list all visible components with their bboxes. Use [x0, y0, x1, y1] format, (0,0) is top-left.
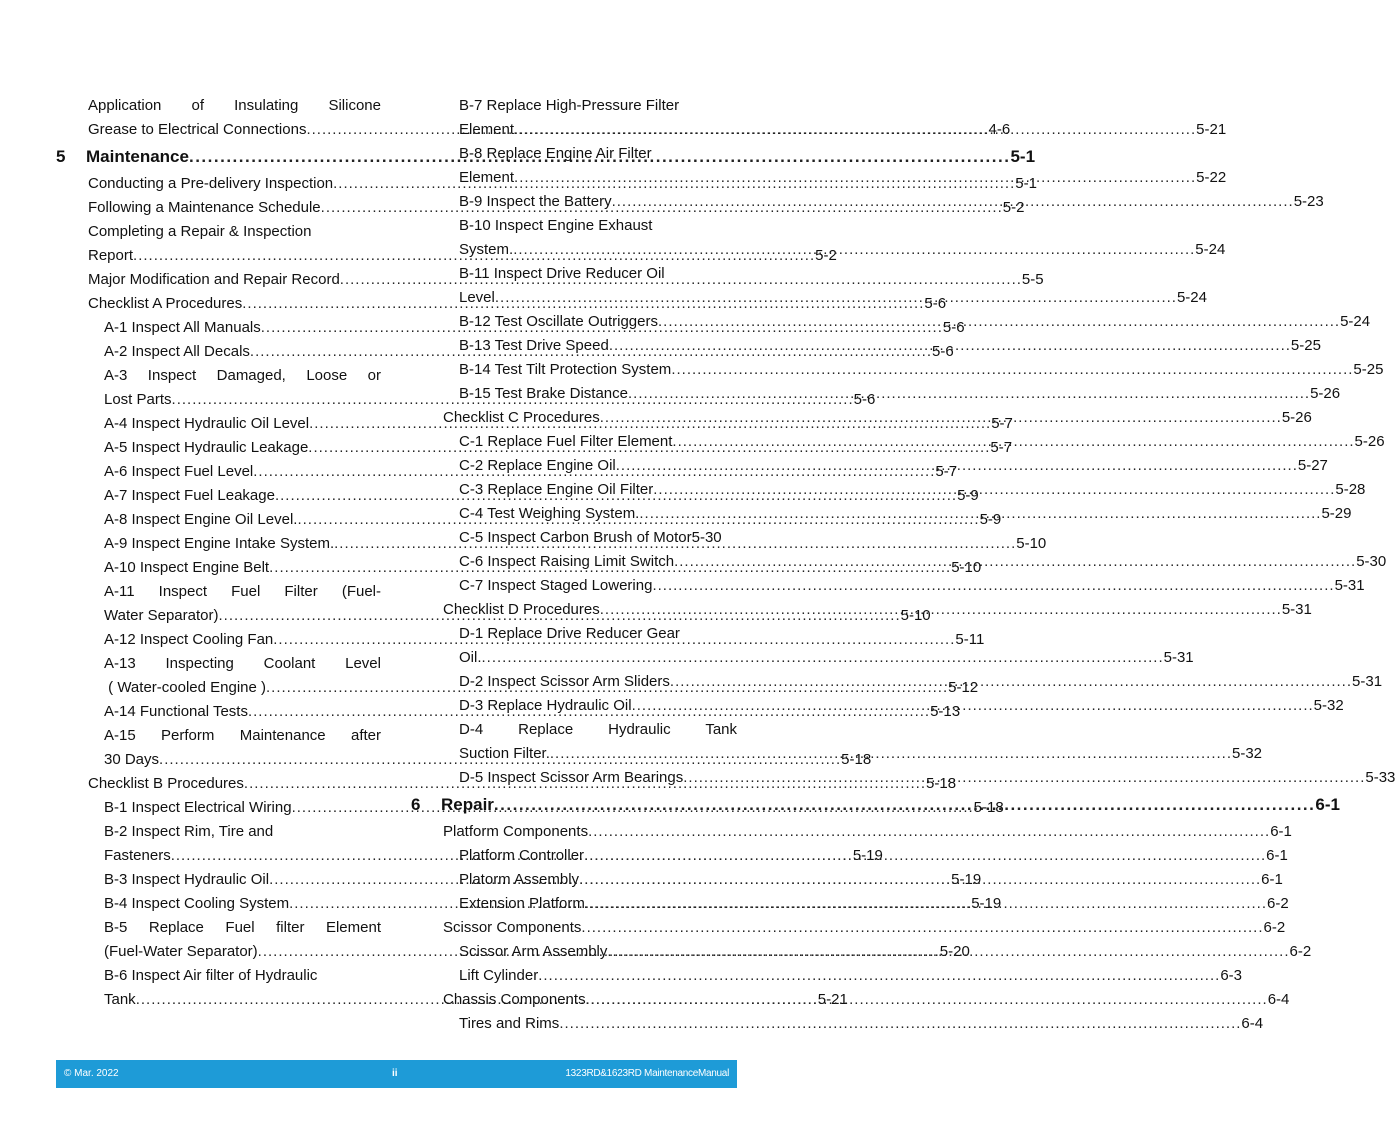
- toc-entry-title: Completing a Repair & Inspection: [88, 223, 312, 240]
- toc-dot-leader: [514, 166, 1196, 190]
- toc-entry-title: Grease to Electrical Connections: [88, 121, 307, 138]
- toc-page-number: 5-32: [1231, 745, 1263, 762]
- toc-entry-title: B-5 Replace Fuel filter Element: [104, 919, 381, 936]
- toc-entry[interactable]: [411, 358, 1384, 382]
- toc-entry-title: B-14 Test Tilt Protection System: [459, 361, 672, 378]
- toc-page-number: 6-2: [1267, 895, 1289, 912]
- toc-entry-title: B-3 Inspect Hydraulic Oil: [104, 871, 270, 888]
- toc-page-number: 5-7: [991, 415, 1013, 432]
- toc-entry-title: B-1 Inspect Electrical Wiring: [104, 799, 292, 816]
- toc-page-number: 5-25: [1353, 361, 1384, 378]
- toc-entry[interactable]: [56, 94, 381, 118]
- toc-page-number: 5-1: [1015, 175, 1037, 192]
- toc-entry[interactable]: [411, 574, 1365, 598]
- toc-dot-leader: [672, 430, 1354, 454]
- toc-entry-title: C-1 Replace Fuel Filter Element: [459, 433, 673, 450]
- toc-dot-leader: [628, 382, 1310, 406]
- toc-dot-leader: [559, 1012, 1241, 1036]
- toc-entry-title: D-4 Replace Hydraulic Tank: [459, 721, 737, 738]
- toc-page-number: 5-10: [900, 607, 931, 624]
- toc-entry-title: C-7 Inspect Staged Lowering: [459, 577, 653, 594]
- toc-entry[interactable]: [411, 94, 737, 118]
- toc-entry[interactable]: [56, 364, 381, 388]
- footer-copyright: © Mar. 2022: [64, 1068, 119, 1079]
- toc-chapter-number: 6: [411, 795, 421, 814]
- toc-entry[interactable]: [56, 820, 381, 844]
- toc-entry-title: Application of Insulating Silicone: [88, 97, 381, 114]
- toc-entry-title: Checklist D Procedures: [443, 601, 600, 618]
- toc-page-number: 6-1: [1315, 795, 1340, 814]
- toc-entry-title: B-11 Inspect Drive Reducer Oil: [459, 265, 665, 282]
- toc-entry-title: Platform Controller: [459, 847, 585, 864]
- toc-page-number: 5-31: [1352, 673, 1383, 690]
- toc-page-number: 5-19: [971, 895, 1002, 912]
- toc-dot-leader: [586, 988, 1268, 1012]
- toc-page-number: 5-21: [1196, 121, 1227, 138]
- toc-entry-title: Suction Filter.: [459, 745, 550, 762]
- toc-dot-leader: [658, 310, 1340, 334]
- toc-entry-title: Conducting a Pre-delivery Inspection: [88, 175, 334, 192]
- toc-dot-leader: [494, 790, 1315, 820]
- footer-page-number: ii: [392, 1068, 398, 1079]
- toc-entry-title: C-4 Test Weighing System.: [459, 505, 640, 522]
- toc-page-number: 6-2: [1263, 919, 1286, 936]
- toc-entry-title: B-9 Inspect the Battery: [459, 193, 612, 210]
- toc-entry-title: A-5 Inspect Hydraulic Leakage: [104, 439, 309, 456]
- toc-entry-title: B-12 Test Oscillate Outriggers: [459, 313, 658, 330]
- toc-page-number: 5-20: [939, 943, 970, 960]
- toc-page-number: 5-23: [1293, 193, 1324, 210]
- toc-entry-title: (Fuel-Water Separator): [104, 943, 258, 960]
- toc-entry-title: A-4 Inspect Hydraulic Oil Level: [104, 415, 310, 432]
- toc-page-number: 5-26: [1310, 385, 1341, 402]
- toc-entry[interactable]: [411, 190, 1324, 214]
- toc-entry-title: A-7 Inspect Fuel Leakage: [104, 487, 275, 504]
- toc-entry[interactable]: [56, 580, 381, 604]
- toc-entry-title: Maintenance: [86, 147, 189, 166]
- toc-page-number: 5-6: [932, 343, 954, 360]
- toc-entry-title: Repair: [441, 795, 494, 814]
- toc-entry-title: Checklist C Procedures: [443, 409, 600, 426]
- toc-page-number: 5-10: [1016, 535, 1047, 552]
- toc-page-number: 5-24: [1195, 241, 1226, 258]
- toc-page-number: 5-19: [951, 871, 982, 888]
- toc-page-number: 5-24: [1340, 313, 1371, 330]
- toc-entry[interactable]: [56, 724, 381, 748]
- toc-page-number: 5-29: [1321, 505, 1352, 522]
- toc-entry[interactable]: [411, 142, 737, 166]
- toc-page-number: 6-1: [1270, 823, 1292, 840]
- toc-entry[interactable]: [411, 262, 737, 286]
- toc-page-number: 6-1: [1266, 847, 1288, 864]
- toc-dot-leader: [670, 670, 1352, 694]
- toc-entry-title: Element: [459, 121, 515, 138]
- toc-page-number: 4-6: [988, 121, 1011, 138]
- toc-entry-title: A-13 Inspecting Coolant Level: [104, 655, 381, 672]
- toc-entry-title: ( Water-cooled Engine ): [104, 679, 267, 696]
- toc-dot-leader: [600, 406, 1282, 430]
- toc-page-number: 6-4: [1267, 991, 1290, 1008]
- toc-entry-title: Water Separator): [104, 607, 219, 624]
- toc-dot-leader: [683, 766, 1365, 790]
- toc-entry[interactable]: [56, 964, 381, 988]
- toc-page-number: 5-7: [990, 439, 1013, 456]
- toc-entry-title: C-3 Replace Engine Oil Filter: [459, 481, 654, 498]
- toc-page-number: 5-9: [979, 511, 1002, 528]
- toc-entry-title: A-8 Inspect Engine Oil Level.: [104, 511, 298, 528]
- toc-page-number: 6-3: [1220, 967, 1242, 984]
- toc-entry-title: A-11 Inspect Fuel Filter (Fuel-: [104, 583, 381, 600]
- toc-entry-title: System.: [459, 241, 514, 258]
- toc-page-number: 5-18: [973, 799, 1004, 816]
- toc-dot-leader: [639, 502, 1321, 526]
- toc-dot-leader: [585, 892, 1267, 916]
- toc-dot-leader: [674, 550, 1356, 574]
- toc-page-number: 5-24: [1176, 289, 1207, 306]
- toc-page-number: 5-31: [1281, 601, 1312, 618]
- toc-dot-leader: [600, 598, 1282, 622]
- toc-entry-title: Checklist B Procedures: [88, 775, 244, 792]
- toc-entry-title: Scissor Components: [443, 919, 582, 936]
- toc-entry-title: A-6 Inspect Fuel Level: [104, 463, 254, 480]
- toc-page-number: 5-25: [1290, 337, 1321, 354]
- toc-entry-title: Lift Cylinder: [459, 967, 539, 984]
- toc-entry-title: B-4 Inspect Cooling System: [104, 895, 290, 912]
- toc-entry-title: A-14 Functional Tests: [104, 703, 248, 720]
- toc-page-number: 5-21: [817, 991, 848, 1008]
- toc-entry-title: Level: [459, 289, 495, 306]
- toc-entry-title: A-1 Inspect All Manuals: [104, 319, 261, 336]
- toc-entry-title: A-3 Inspect Damaged, Loose or: [104, 367, 381, 384]
- toc-entry-title: C-5 Inspect Carbon Brush of Motor5-30: [459, 529, 722, 546]
- toc-dot-leader: [495, 286, 1177, 310]
- toc-entry-title: C-2 Replace Engine Oil: [459, 457, 616, 474]
- toc-dot-leader: [612, 190, 1294, 214]
- toc-page-number: 5-5: [1021, 271, 1044, 288]
- toc-entry[interactable]: [56, 916, 381, 940]
- toc-entry-title: A-12 Inspect Cooling Fan: [104, 631, 274, 648]
- toc-dot-leader: [671, 358, 1353, 382]
- page-footer: [56, 1060, 737, 1088]
- toc-page-number: 5-7: [935, 463, 958, 480]
- toc-dot-leader: [616, 454, 1298, 478]
- toc-page-number: 5-2: [815, 247, 837, 264]
- toc-entry-title: Major Modification and Repair Record: [88, 271, 340, 288]
- toc-entry-title: Extension Platform: [459, 895, 585, 912]
- toc-entry[interactable]: [411, 916, 1286, 940]
- toc-dot-leader: [652, 574, 1334, 598]
- toc-entry-title: Chassis Components: [443, 991, 586, 1008]
- toc-entry-title: Fasteners: [104, 847, 171, 864]
- toc-entry[interactable]: [411, 526, 737, 550]
- toc-dot-leader: [609, 334, 1291, 358]
- toc-entry-title: B-10 Inspect Engine Exhaust: [459, 217, 653, 234]
- toc-page-number: 5-11: [955, 631, 985, 648]
- toc-page-number: 5-1: [1010, 147, 1036, 166]
- toc-dot-leader: [581, 916, 1263, 940]
- toc-entry-title: A-10 Inspect Engine Belt: [104, 559, 270, 576]
- toc-page-number: 5-6: [942, 319, 965, 336]
- toc-entry-title: Tires and Rims: [459, 1015, 560, 1032]
- toc-entry-title: B-15 Test Brake Distance: [459, 385, 628, 402]
- toc-dot-leader: [584, 844, 1266, 868]
- toc-dot-leader: [632, 694, 1314, 718]
- toc-entry-title: Element: [459, 169, 515, 186]
- footer-manual-title: 1323RD&1623RD MaintenanceManual: [565, 1068, 729, 1079]
- toc-page-number: 5-26: [1354, 433, 1385, 450]
- toc-page-number: 5-6: [853, 391, 876, 408]
- toc-page-number: 5-2: [1002, 199, 1025, 216]
- toc-entry-title: B-6 Inspect Air filter of Hydraulic: [104, 967, 318, 984]
- toc-dot-leader: [482, 646, 1164, 670]
- toc-entry-title: Checklist A Procedures: [88, 295, 243, 312]
- toc-entry-title: Platform Components: [443, 823, 589, 840]
- toc-entry-title: B-13 Test Drive Speed: [459, 337, 609, 354]
- toc-entry-title: B-7 Replace High-Pressure Filter: [459, 97, 680, 114]
- toc-entry[interactable]: [411, 718, 737, 742]
- toc-dot-leader: [513, 238, 1195, 262]
- toc-entry[interactable]: [411, 964, 1242, 988]
- toc-page-number: 5-26: [1281, 409, 1312, 426]
- toc-entry[interactable]: [411, 646, 1194, 670]
- toc-dot-leader: [550, 742, 1232, 766]
- toc-entry-title: Platorm Assembly: [459, 871, 580, 888]
- toc-entry-title: Oil.: [459, 649, 482, 666]
- toc-page-number: 5-28: [1335, 481, 1366, 498]
- toc-dot-leader: [514, 118, 1196, 142]
- toc-entry[interactable]: [411, 238, 1226, 262]
- toc-page-number: 5-31: [1163, 649, 1194, 666]
- toc-entry-title: D-3 Replace Hydraulic Oil: [459, 697, 632, 714]
- toc-entry-title: A-2 Inspect All Decals: [104, 343, 250, 360]
- toc-page-number: 5-22: [1196, 169, 1227, 186]
- toc-entry-title: Tank: [104, 991, 136, 1008]
- toc-entry-title: D-2 Inspect Scissor Arm Sliders: [459, 673, 670, 690]
- toc-page-number: 6-4: [1241, 1015, 1264, 1032]
- toc-dot-leader: [607, 940, 1289, 964]
- toc-dot-leader: [653, 478, 1335, 502]
- toc-entry-title: Scissor Arm Assembly: [459, 943, 608, 960]
- toc-entry[interactable]: [411, 1012, 1264, 1036]
- toc-page-number: 5-18: [926, 775, 957, 792]
- toc-entry-title: 30 Days: [104, 751, 160, 768]
- toc-page-number: 5-33: [1365, 769, 1395, 786]
- toc-page-number: 5-27: [1297, 457, 1328, 474]
- toc-page-number: 5-18: [841, 751, 872, 768]
- toc-page-number: 5-12: [948, 679, 979, 696]
- toc-entry-title: A-9 Inspect Engine Intake System.: [104, 535, 335, 552]
- toc-entry-title: Lost Parts: [104, 391, 172, 408]
- toc-dot-leader: [588, 820, 1270, 844]
- toc-page-number: 6-2: [1289, 943, 1312, 960]
- toc-page-number: 6-1: [1261, 871, 1283, 888]
- toc-entry[interactable]: [56, 652, 381, 676]
- toc-entry-title: A-15 Perform Maintenance after: [104, 727, 381, 744]
- toc-page-number: 5-31: [1334, 577, 1365, 594]
- toc-dot-leader: [538, 964, 1220, 988]
- toc-entry[interactable]: [56, 220, 381, 244]
- toc-entry[interactable]: [411, 820, 1292, 844]
- toc-entry-title: Following a Maintenance Schedule: [88, 199, 321, 216]
- toc-page-number: 5-9: [957, 487, 979, 504]
- toc-entry-title: B-8 Replace Engine Air Filter: [459, 145, 652, 162]
- toc-page-number: 5-13: [930, 703, 961, 720]
- toc-entry-title: D-5 Inspect Scissor Arm Bearings: [459, 769, 684, 786]
- toc-entry[interactable]: [411, 622, 737, 646]
- toc-page-number: 5-30: [1356, 553, 1387, 570]
- toc-chapter-number: 5: [56, 147, 66, 166]
- toc-page-number: 5-10: [951, 559, 982, 576]
- toc-dot-leader: [579, 868, 1261, 892]
- toc-page-number: 5-6: [924, 295, 947, 312]
- toc-entry-title: B-2 Inspect Rim, Tire and: [104, 823, 274, 840]
- toc-entry-title: D-1 Replace Drive Reducer Gear: [459, 625, 680, 642]
- toc-entry-title: Report: [88, 247, 134, 264]
- toc-entry[interactable]: [411, 214, 737, 238]
- toc-page-number: 5-19: [852, 847, 883, 864]
- toc-page-number: 5-32: [1313, 697, 1344, 714]
- toc-entry-title: C-6 Inspect Raising Limit Switch: [459, 553, 675, 570]
